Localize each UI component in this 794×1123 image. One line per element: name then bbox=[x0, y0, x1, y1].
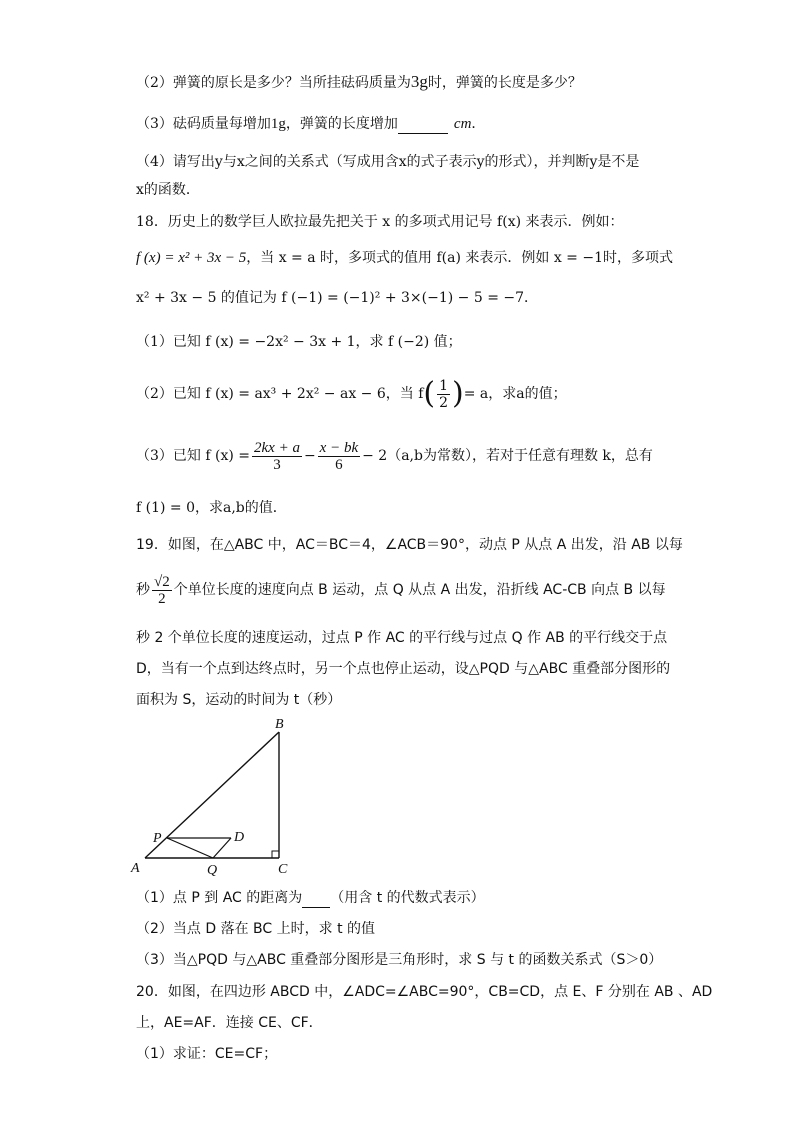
q19-line5: 面积为 S，运动的时间为 t（秒） bbox=[136, 692, 342, 708]
segment-pq bbox=[167, 838, 213, 858]
q19-part3: （3）当△PQD 与△ABC 重叠部分图形是三角形时，求 S 与 t 的函数关系式（S＞0） bbox=[136, 952, 663, 968]
q19-part1: （1）点 P 到 AC 的距离为 （用含 t 的代数式表示） bbox=[136, 890, 485, 906]
q20-line1: 20．如图，在四边形 ABCD 中，∠ADC=∠ABC=90°，CB=CD，点 E、F 分别在 AB 、AD bbox=[136, 984, 713, 1000]
label-q: Q bbox=[207, 863, 218, 878]
answer-blank[interactable] bbox=[302, 893, 330, 908]
fraction-x-minus-bk: $\frac{x - bk}{6}$ bbox=[319, 439, 359, 473]
segment-ab bbox=[145, 732, 279, 858]
q18-intro: 18．历史上的数学巨人欧拉最先把关于 x 的多项式用记号 f(x) 来表示．例如： bbox=[136, 214, 624, 230]
q18-part1: （1）已知 f (x) = −2x² − 3x + 1，求 f (−2) 值； bbox=[136, 334, 462, 350]
q18-part3-line2: f (1) = 0，求a,b的值． bbox=[136, 500, 287, 516]
label-c: C bbox=[278, 862, 288, 877]
segment-qd bbox=[213, 838, 231, 858]
q20-part1: （1）求证：CE=CF； bbox=[136, 1046, 278, 1062]
q19-part2: （2）当点 D 落在 BC 上时，求 t 的值 bbox=[136, 921, 376, 937]
q17-part4-line2: x的函数． bbox=[136, 182, 200, 198]
label-p: P bbox=[153, 831, 162, 846]
q18-part2: （2）已知 f (x) = ax³ + 2x² − ax − 6，当 f( $\frac{1}{2}$ )= a，求a的值； bbox=[136, 376, 567, 411]
label-b: B bbox=[275, 717, 284, 732]
triangle-figure bbox=[125, 710, 295, 880]
q19-line4: D，当有一个点到达终点时，另一个点也停止运动，设△PQD 与△ABC 重叠部分图形的 bbox=[136, 661, 671, 677]
q18-part3: （3）已知 f (x) = $\frac{2kx + a}{3}$ − $\frac{x - bk}{6}$ − 2（a,b为常数），若对于任意有理数 k，总有 bbox=[136, 439, 653, 473]
q17-part4-line1: （4）请写出y与x之间的关系式（写成用含x的式子表示y的形式），并判断y是不是 bbox=[136, 154, 640, 170]
q18-line2: f (x) = x² + 3x − 5，当 x = a 时，多项式的值用 f(a) 来表示．例如 x = −1时，多项式 bbox=[136, 250, 673, 266]
fraction-2kx-plus-a: $\frac{2kx + a}{3}$ bbox=[254, 439, 300, 473]
fraction-one-half: $\frac{1}{2}$ bbox=[439, 377, 449, 411]
q19-line2: 秒 $\frac{√2}{2}$ 个单位长度的速度向点 B 运动，点 Q 从点 A 出发，沿折线 AC-CB 向点 B 以每 bbox=[136, 573, 666, 607]
q18-line3: x² + 3x − 5 的值记为 f (−1) = (−1)² + 3×(−1) − 5 = −7． bbox=[136, 290, 539, 306]
q19-line3: 秒 2 个单位长度的速度运动，过点 P 作 AC 的平行线与过点 Q 作 AB 的平行线交于点 bbox=[136, 630, 668, 646]
q17-part3: （3）砝码质量每增加1g，弹簧的长度增加 cm． bbox=[136, 116, 486, 132]
q17-part2: （2）弹簧的原长是多少？当所挂砝码质量为3g时，弹簧的长度是多少？ bbox=[136, 72, 582, 91]
label-d: D bbox=[234, 830, 245, 845]
label-a: A bbox=[131, 861, 140, 876]
answer-blank[interactable] bbox=[398, 119, 448, 134]
right-angle-mark bbox=[272, 851, 279, 858]
q19-line1: 19．如图，在△ABC 中，AC＝BC＝4，∠ACB＝90°，动点 P 从点 A 出发，沿 AB 以每 bbox=[136, 537, 683, 553]
q20-line2: 上，AE=AF．连接 CE、CF． bbox=[136, 1015, 323, 1031]
fraction-sqrt2-over-2: $\frac{√2}{2}$ bbox=[154, 573, 170, 607]
